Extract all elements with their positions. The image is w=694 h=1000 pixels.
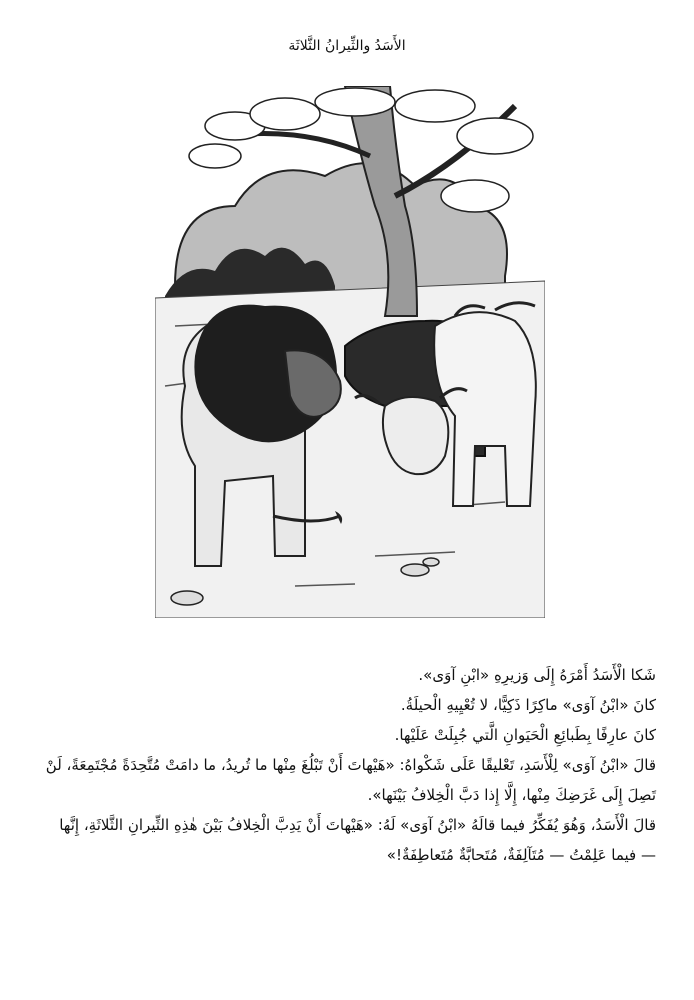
story-paragraph: قالَ «ابْنُ آوَى» لِلْأَسَدِ، تَعْليقًا عَلَى شَكْواهُ: «هَيْهاتَ أَنْ تَبْلُغَ مِنْها ما تُريدُ، ما دامَتْ مُتَّحِدَةً مُجْتَمِعَةً، لَنْ تَصِلَ إِلَى غَرَضِكَ مِنْها، إِلَّا إِذا دَبَّ الْخِلافُ بَيْنَها».	[45, 756, 656, 804]
story-paragraph: كانَ «ابْنُ آوَى» ماكِرًا ذَكِيًّا، لا تُعْيِيهِ الْحيلَةُ.	[400, 696, 656, 714]
page-title: الأَسَدُ والثِّيرانُ الثَّلاثَة	[288, 38, 406, 54]
lion-and-bulls-illustration	[155, 86, 545, 618]
story-paragraph: شَكا الْأَسَدُ أَمْرَهُ إِلَى وَزيرِهِ «ابْنِ آوَى».	[418, 666, 656, 684]
story-paragraph: كانَ عارِفًا بِطَبائِعِ الْحَيَوانِ الَّتي جُبِلَتْ عَلَيْها.	[394, 726, 656, 744]
story-text	[40, 660, 666, 870]
story-paragraph: قالَ الْأَسَدُ، وَهُوَ يُفَكِّرُ فيما قالَهُ «ابْنُ آوَى» لَهُ: «هَيْهاتَ أَنْ يَدِبَّ الْخِلافُ بَيْنَ هٰذِهِ الثِّيرانِ الثَّلاثَةِ، إِنَّها — فيما عَلِمْتُ — مُتَآلِفَةٌ، مُتَحابَّةٌ مُتَعاطِفَةٌ!»	[59, 816, 656, 864]
